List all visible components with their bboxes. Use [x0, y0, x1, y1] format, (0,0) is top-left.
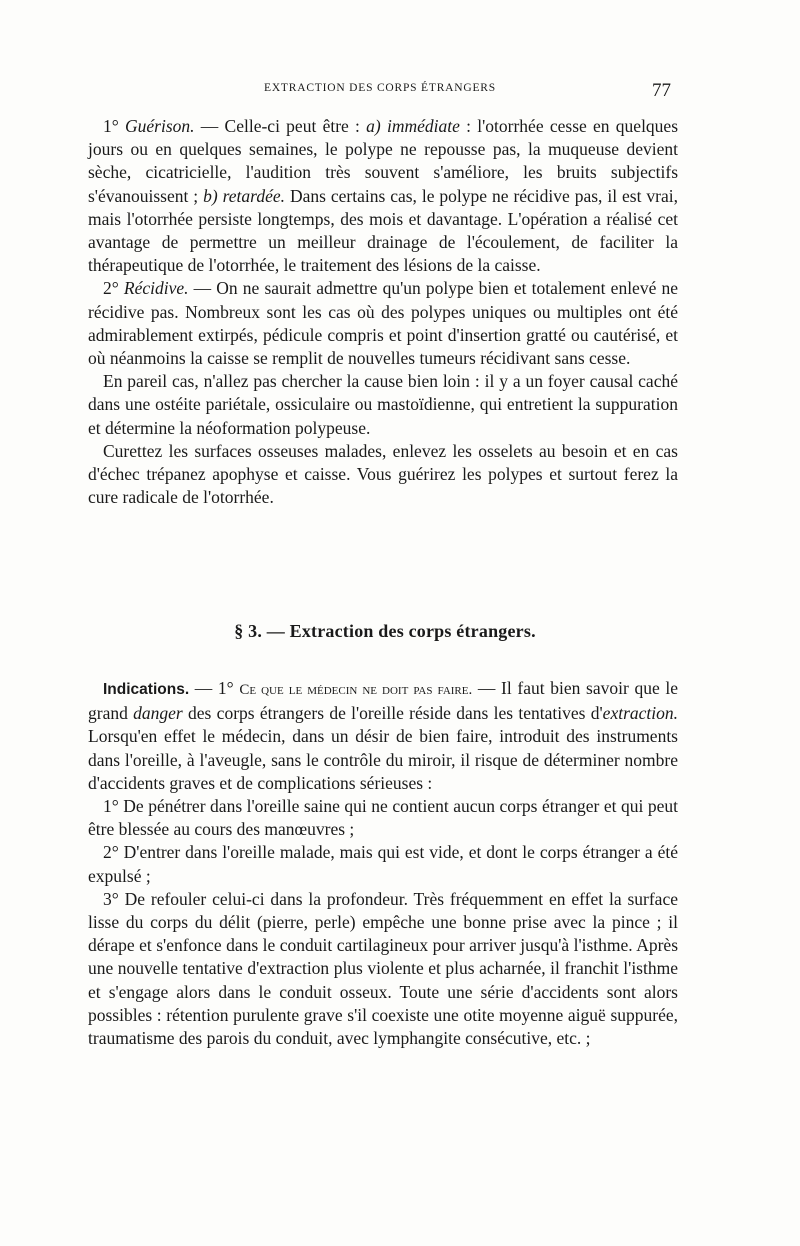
page-number: 77 — [652, 80, 671, 101]
body-text-lower — [88, 677, 678, 1050]
term-extraction: extraction. — [602, 703, 678, 724]
paragraph-curettez: Curettez les surfaces osseuses malades, enlevez les osselets au besoin et en cas d'échec trépanez apophyse et caisse. Vous guérirez les polypes et surtout ferez la cure radicale de l'otorrhée. — [88, 440, 678, 508]
text-run: — 1° — [189, 678, 240, 698]
text-run: des corps étrangers de l'oreille réside dans les tentatives d' — [182, 703, 603, 724]
term-retardee: b) retardée. — [203, 185, 285, 206]
text-run: 2° — [103, 278, 124, 299]
paragraph-recidive — [88, 277, 678, 370]
term-danger: danger — [133, 703, 183, 724]
term-immediate: a) immédiate — [366, 116, 460, 136]
text-run: — On ne saurait admettre qu'un polype bien et totalement enlevé ne récidive pas. Nombreux sont les cas où des polypes uniques ou multiples ont été admirablement extirpés, pédicule compris et point d'insertion gratté ou cautérisé, et où néanmoins la caisse se remplit de nouvelles tumeurs récidivant sans cesse. — [88, 278, 678, 369]
list-item-2: 2° D'entrer dans l'oreille malade, mais qui est vide, et dont le corps étranger a été expulsé ; — [88, 842, 678, 886]
list-item-1: 1° De pénétrer dans l'oreille saine qui ne contient aucun corps étranger et qui peut être blessée au cours des manœuvres ; — [88, 796, 678, 840]
body-text-upper — [88, 115, 678, 509]
paragraph-foyer-causal: En pareil cas, n'allez pas chercher la cause bien loin : il y a un foyer causal caché dans une ostéite pariétale, ossiculaire ou mastoïdienne, qui entretient la suppuration et détermine la néoformation polypeuse. — [88, 371, 678, 438]
term-guerison: Guérison. — [125, 116, 195, 136]
page-header — [0, 78, 800, 102]
text-run: — Il faut bien savoir que le grand — [88, 678, 678, 724]
paragraph-guerison — [88, 115, 678, 277]
text-run: : l'otorrhée cesse en quelques jours ou en quelques semaines, le polype ne repousse pas, la muqueuse devient sèche, cicatricielle, l'audition très souvent s'améliore, les bruits subjectifs s'évanouissent ; — [88, 116, 679, 206]
small-caps-heading: Ce que le médecin ne doit pas faire. — [239, 682, 473, 698]
text-run: Lorsqu'en effet le médecin, dans un désir de bien faire, introduit des instruments dans l'oreille, à l'aveugle, sans le contrôle du miroir, il risque de déterminer nombre d'accidents graves et de complications sérieuses : — [88, 726, 678, 793]
list-item-3: 3° De refouler celui-ci dans la profondeur. Très fréquemment en effet la surface lisse du corps du délit (pierre, perle) empêche une bonne prise avec la pince ; il dérape et s'enfonce dans le conduit cartilagineux pour arriver jusqu'à l'isthme. Après une nouvelle tentative d'extraction plus violente et plus acharnée, il franchit l'isthme et s'engage alors dans le conduit osseux. Toute une série d'accidents sont alors possibles : rétention purulente grave s'il coexiste une otite moyenne aiguë suppurée, traumatisme des parois du conduit, avec lymphangite consécutive, etc. ; — [88, 888, 678, 1049]
text-run: Dans certains cas, le polype ne récidive pas, il est vrai, mais l'otorrhée persiste longtemps, des mois et davantage. L'opération a réalisé cet avantage de permettre un meilleur drainage de l'écoulement, de faciliter la thérapeutique de l'otorrhée, le traitement des lésions de la caisse. — [88, 185, 678, 276]
paragraph-indications — [88, 677, 678, 795]
text-run: 1° — [103, 116, 126, 136]
indications-heading: Indications. — [103, 681, 190, 698]
section-heading: § 3. — Extraction des corps étrangers. — [234, 621, 536, 641]
running-title: EXTRACTION DES CORPS ÉTRANGERS — [264, 82, 496, 94]
term-recidive: Récidive. — [123, 278, 189, 299]
text-run: — Celle-ci peut être : — [194, 116, 367, 136]
